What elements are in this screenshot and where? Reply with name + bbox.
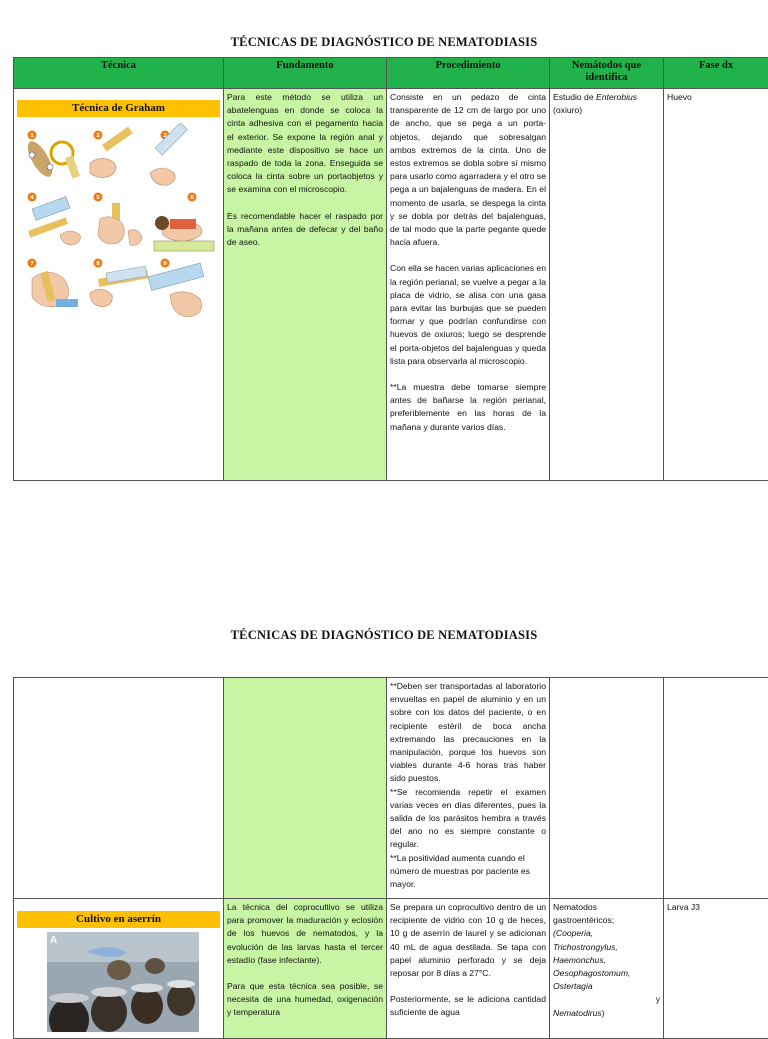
cell-technique-empty [14,678,224,899]
cell-fase-cultivo: Larva J3 [664,899,768,1039]
procedimiento-paragraph-3: **La muestra debe tomarse siempre antes de bañarse la región perianal, preferiblemente en las horas de la mañana y durante varios días. [390,381,546,434]
nematodos-cultivo-close: ) [602,1008,605,1018]
procedimiento-cultivo-paragraph-2: Posteriormente, se le adiciona cantidad suficiente de agua [390,993,546,1019]
header-fundamento: Fundamento [224,58,387,89]
photo-label-a: A [50,934,57,947]
procedimiento-note-2: **Se recomienda repetir el examen varias veces en días diferentes, pues la salida de los parásitos hembra a través del ano no es siempre constante o regular. [390,786,546,852]
nematodos-cultivo-y: y [553,993,660,1006]
step-number-7: 7 [30,261,34,267]
cell-fase: Huevo [664,89,768,481]
step-9-illustration [148,259,204,318]
table-row-cultivo [14,899,768,1039]
cell-fundamento [224,89,387,481]
cell-fundamento-empty [224,678,387,899]
table-row-graham [14,89,768,481]
cell-procedimiento-cultivo [387,899,550,1039]
page-title: TÉCNICAS DE DIAGNÓSTICO DE NEMATODIASIS [0,35,768,50]
fundamento-paragraph-2: Es recomendable hacer el raspado por la mañana antes de defecar y del baño de aseo. [227,210,383,250]
cell-technique [14,89,224,481]
step-4-illustration [28,193,81,246]
nematodos-suffix: (oxiuro) [553,105,582,115]
step-number-6: 6 [190,195,194,201]
graham-steps-figure [20,123,223,327]
cell-technique-cultivo [14,899,224,1039]
step-number-9: 9 [163,261,167,267]
table-row-graham-continued [14,678,768,899]
step-number-8: 8 [96,261,100,267]
step-7-illustration [28,259,79,308]
nematodos-cultivo-last: Nematodirus [553,1008,602,1018]
header-tecnica: Técnica [14,58,224,89]
procedimiento-paragraph-1: Consiste en un pedazo de cinta transparente de 12 cm de largo por uno de ancho, que se pega a un porta-objetos, dejando que sobresalgan ambos extremos de la cinta. Uno de estos extremos se dobla sobre sí mismo para usarlo como agarradera y el otro se pega a un bajalenguas de madera. En el momento de usarla, se despega la cinta y se dobla por detrás del bajalenguas, de tal modo que la parte pegante quede hacia afuera. [390,91,546,249]
cell-nematodos-cultivo [550,899,664,1039]
step-number-2: 2 [96,133,100,139]
header-fase: Fase dx [664,58,768,89]
cell-nematodos-empty [550,678,664,899]
nematodos-genus: Enterobius [596,92,637,102]
diagnostic-table-page2 [13,677,768,1039]
step-6-illustration [154,193,214,252]
step-number-4: 4 [30,195,34,201]
procedimiento-paragraph-2: Con ella se hacen varias aplicaciones en la región perianal, se vuelve a pegar a la placa de vidrio, se alisa con una gasa para evitar las burbujas que se pueden formar y que podrían confundirse con huevos de oxiuros; luego se desprende el porta-objetos del bajalenguas y queda lista para observarla al microscopio. [390,262,546,368]
procedimiento-note-1: **Deben ser transportadas al laboratorio envueltas en papel de aluminio y en un sobre con los datos del paciente, o en recipiente estéril de boca ancha extremando las precauciones en la manipulación, porque los huevos son viables durante 4-6 horas tras haber sido puestos. [390,680,546,786]
nematodos-prefix: Estudio de [553,92,596,102]
cell-procedimiento [387,89,550,481]
technique-label-graham: Técnica de Graham [17,100,220,117]
step-number-1: 1 [30,133,34,139]
cultivo-photo [47,932,199,1032]
nematodos-cultivo-species: (Cooperia, Trichostrongylus, Haemonchus, Oesophagostomum, Ostertagia [553,928,630,991]
procedimiento-note-3: **La positividad aumenta cuando el número de muestras por paciente es mayor. [390,852,546,892]
fundamento-cultivo-paragraph-2: Para que esta técnica sea posible, se necesita de una humedad, oxigenación y temperatura [227,980,383,1020]
fundamento-cultivo-paragraph-1: La técnica del coprocultivo se utiliza para promover la maduración y eclosión de los huevos de nematodos, y la evolución de las larvas hasta el tercer estadío (fase infectante). [227,901,383,967]
procedimiento-cultivo-paragraph-1: Se prepara un coprocultivo dentro de un recipiente de vidrio con 10 g de heces, 10 g de aserrín de laurel y se adicionan 40 mL de agua destilada. Se tapa con papel aluminio perforado y se deja reposar por 8 días a 27°C. [390,901,546,980]
nematodos-cultivo-line1: Nematodos gastroentéricos; [553,901,660,927]
diagnostic-table-page1 [13,57,768,481]
cell-procedimiento-continued [387,678,550,899]
header-procedimiento: Procedimiento [387,58,550,89]
step-number-5: 5 [96,195,100,201]
cell-nematodos [550,89,664,481]
header-nematodos: Nemátodos que identifica [550,58,664,89]
cell-fundamento-cultivo [224,899,387,1039]
graham-illustration [20,123,218,323]
cell-fase-empty [664,678,768,899]
jars-photo [47,932,199,1032]
fundamento-paragraph-1: Para este método se utiliza un abatelenguas en donde se coloca la cinta adhesiva con el pegamento hacia el exterior. Se expone la región anal y mediante este dispositivo se hace un raspado de toda la zona. Enseguida se coloca la cinta sobre un portaobjetos y se examina con el microscopio. [227,91,383,197]
step-number-3: 3 [163,133,167,139]
page-title-2: TÉCNICAS DE DIAGNÓSTICO DE NEMATODIASIS [0,628,768,643]
step-3-illustration [150,123,188,185]
technique-label-cultivo: Cultivo en aserrín [17,911,220,928]
step-5-illustration [94,193,143,246]
